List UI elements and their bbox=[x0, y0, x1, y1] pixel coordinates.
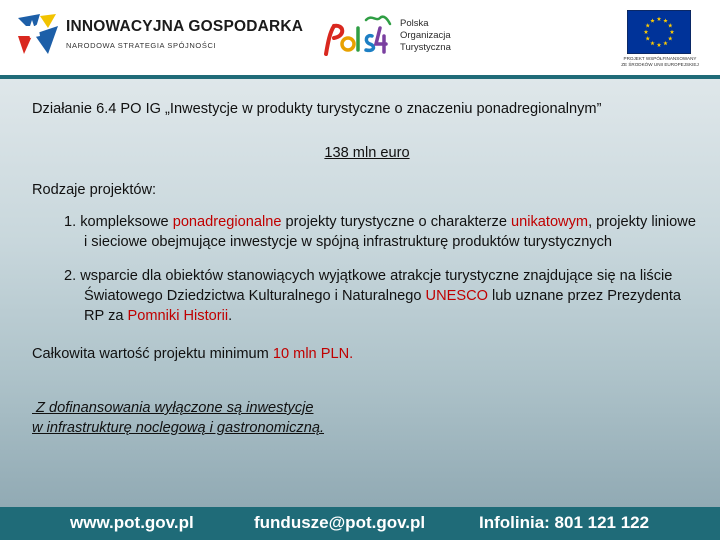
pot-name-line-2: Organizacja bbox=[400, 30, 451, 41]
email-link[interactable]: fundusze@pot.gov.pl bbox=[254, 513, 426, 532]
slide-content-panel bbox=[0, 75, 720, 507]
list-item bbox=[32, 266, 702, 326]
highlight-unikatowym: unikatowym bbox=[511, 214, 589, 230]
eu-caption-line-1: PROJEKT WSPÓŁFINANSOWANY bbox=[623, 56, 697, 61]
eu-logo-caption bbox=[608, 56, 712, 67]
exclusion-line-1: Z dofinansowania wyłączone są inwestycje bbox=[32, 400, 314, 416]
list-item bbox=[32, 212, 702, 252]
list-item-text: lub uznane przez Prezydenta RP za bbox=[84, 288, 682, 324]
pot-name-line-3: Turystyczna bbox=[400, 42, 451, 53]
exclusion-note bbox=[32, 398, 702, 438]
ig-logo-title: INNOWACYJNA GOSPODARKA bbox=[66, 18, 304, 35]
list-item-number: 2. bbox=[64, 268, 77, 284]
eu-logo bbox=[608, 8, 712, 70]
contact-footer bbox=[0, 507, 720, 540]
list-item-text: . bbox=[228, 308, 233, 324]
highlight-pomniki-historii: Pomniki Historii bbox=[127, 308, 229, 324]
ig-logo-icon bbox=[14, 10, 62, 58]
list-item-1-text bbox=[64, 212, 702, 252]
innowacyjna-gospodarka-logo bbox=[14, 10, 304, 62]
list-item-number: 1. bbox=[64, 214, 77, 230]
list-item-text: projekty turystyczne o charakterze bbox=[281, 214, 511, 230]
hotline-number: Infolinia: 801 121 122 bbox=[479, 513, 650, 532]
list-item-text: wsparcie dla obiektów stanowiących wyjątkowe atrakcje turystyczne znajdujące się na liście Światowego Dziedzictwa Kulturalnego i Naturalnego bbox=[80, 268, 673, 304]
logo-header bbox=[0, 0, 720, 75]
eu-caption-line-2: ZE ŚRODKÓW UNII EUROPEJSKIEJ bbox=[621, 61, 699, 67]
list-item-2-text bbox=[64, 266, 702, 326]
website-link[interactable]: www.pot.gov.pl bbox=[70, 513, 194, 532]
project-types-label: Rodzaje projektów: bbox=[32, 182, 157, 198]
highlight-unesco: UNESCO bbox=[425, 288, 488, 304]
pot-name-line-1: Polska bbox=[400, 18, 429, 29]
funding-amount: 138 mln euro bbox=[324, 145, 410, 161]
total-value-amount: 10 mln PLN. bbox=[272, 346, 354, 362]
slide-body bbox=[32, 99, 702, 438]
pot-logo-name bbox=[400, 18, 451, 54]
highlight-ponadregionalne: ponadregionalne bbox=[172, 214, 282, 230]
ig-logo-subtitle: NARODOWA STRATEGIA SPÓJNOŚCI bbox=[66, 41, 217, 50]
total-value-line bbox=[32, 344, 702, 364]
total-value-label: Całkowita wartość projektu minimum bbox=[32, 346, 273, 362]
pot-logo-icon bbox=[322, 14, 394, 62]
eu-flag-icon bbox=[627, 10, 691, 54]
exclusion-line-2: w infrastrukturę noclegową i gastronomiczną. bbox=[32, 420, 325, 436]
list-item-text: kompleksowe bbox=[80, 214, 173, 230]
list-item-text: , projekty liniowe i sieciowe obejmujące inwestycje w spójną infrastrukturę produktów turystycznych bbox=[84, 214, 696, 250]
pot-logo bbox=[322, 10, 472, 66]
page-title: Działanie 6.4 PO IG „Inwestycje w produkty turystyczne o znaczeniu ponadregionalnym” bbox=[32, 101, 602, 117]
